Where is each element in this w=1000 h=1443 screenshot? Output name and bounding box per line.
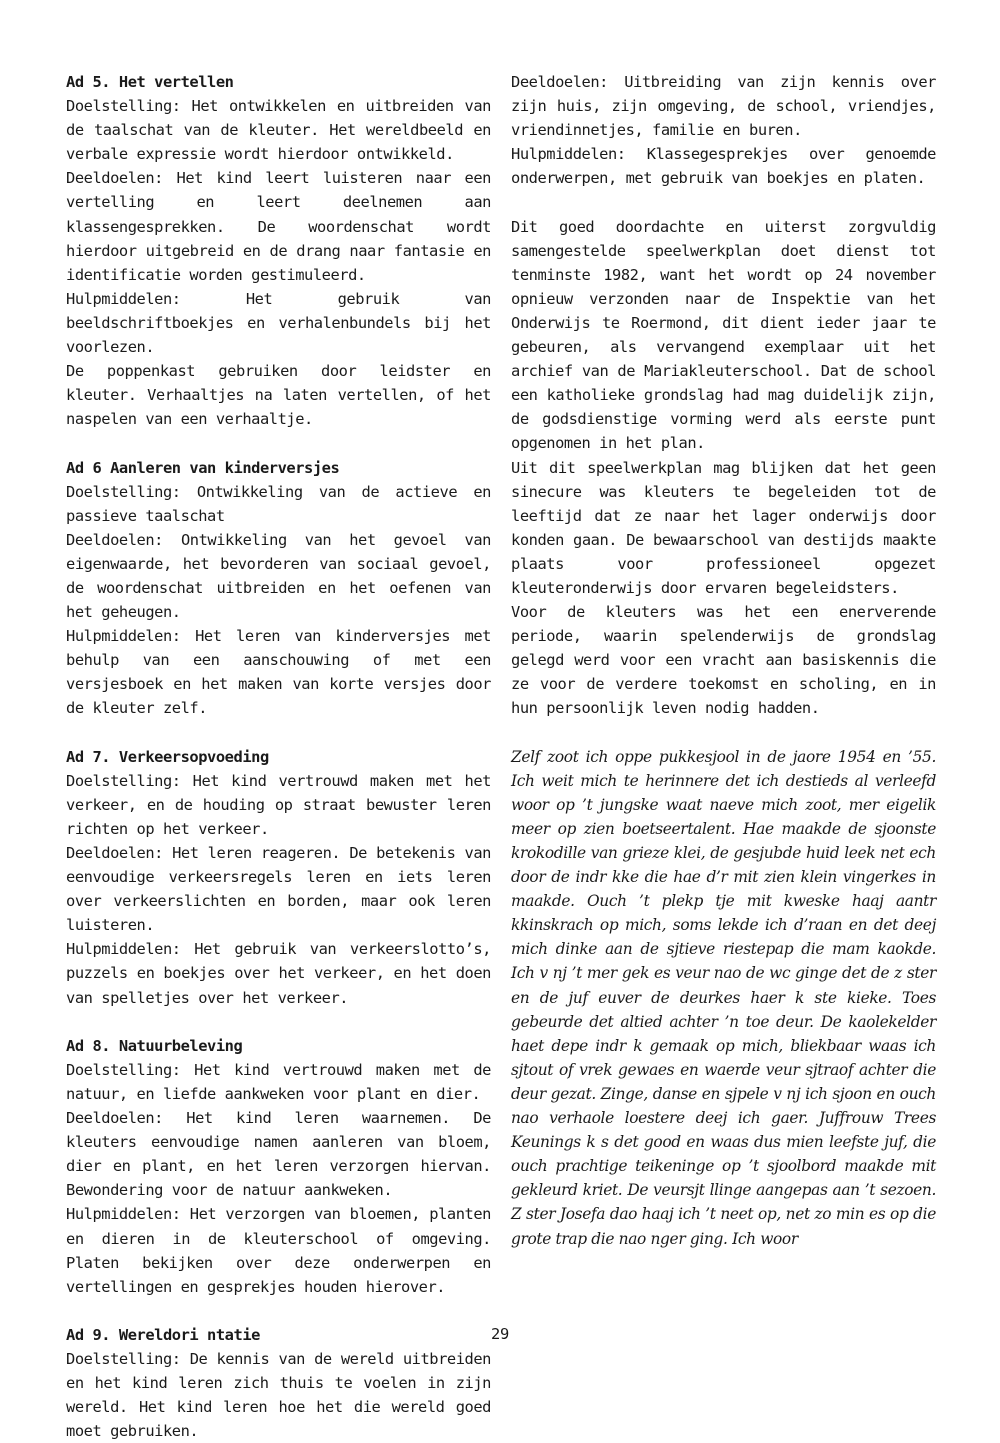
paragraph: Deeldoelen: Uitbreiding van zijn kennis over zijn huis, zijn omgeving, de school, vriendjes, vriendinnetjes, familie en buren. <box>511 73 936 140</box>
paragraph: Hulpmiddelen: Het verzorgen van bloemen, planten en dieren in de kleuterschool of omgeving. Platen bekijken over deze onderwerpen en vertellingen en gesprekjes houden hierover. <box>66 1205 491 1296</box>
spacer <box>511 190 936 214</box>
paragraph: Doelstelling: Het kind vertrouwd maken met de natuur, en liefde aankweken voor plant en dier. <box>66 1060 491 1103</box>
section-heading-ad7: Ad 7. Verkeersopvoeding <box>66 747 269 766</box>
page-number: 29 <box>491 1325 509 1343</box>
paragraph: Hulpmiddelen: Het leren van kinderversjes met behulp van een aanschouwing of met een versjesboek en het maken van korte versjes door de kleuter zelf. <box>66 627 491 718</box>
section-heading-ad6: Ad 6 Aanleren van kinderversjes <box>66 458 340 477</box>
paragraph: Doelstelling: De kennis van de wereld uitbreiden en het kind leren zich thuis te voelen in zijn wereld. Het kind leren hoe het die wereld goed moet gebruiken. <box>66 1349 491 1441</box>
section-heading-ad9: Ad 9. Wereldori ntatie <box>66 1325 260 1344</box>
paragraph: Hulpmiddelen: Het gebruik van verkeerslotto’s, puzzels en boekjes over het verkeer, en het doen van spelletjes over het verkeer. <box>66 940 491 1007</box>
paragraph: Deeldoelen: Het kind leren waarnemen. De kleuters eenvoudige namen aanleren van bloem, dier en plant, en het leren verzorgen hiervan. Bewondering voor de natuur aankweken. <box>66 1109 491 1200</box>
paragraph: Dit goed doordachte en uiterst zorgvuldig samengestelde speelwerkplan doet dienst tot tenminste 1982, want het wordt op 24 november opnieuw verzonden naar de Inspektie van het Onderwijs te Roermond, dit dient ieder jaar te gebeuren, als vervangend exemplaar uit het archief van de Mariakleuterschool. Dat de school een katholieke grondslag had mag duidelijk zijn, de godsdienstige vorming werd als eerste punt opgenomen in het plan. <box>511 217 936 453</box>
paragraph: Uit dit speelwerkplan mag blijken dat het geen sinecure was kleuters te begeleiden tot de leeftijd dat ze naar het lager onderwijs door konden gaan. De bewaarschool van destijds maakte plaats voor professioneel opgezet kleuteronderwijs door ervaren begeleidsters. <box>511 458 936 597</box>
section-heading-ad5: Ad 5. Het vertellen <box>66 73 234 91</box>
paragraph: Deeldoelen: Het leren reageren. De betekenis van eenvoudige verkeersregels leren en iets leren over verkeerslichten en borden, maar ook leren luisteren. <box>66 844 491 935</box>
dialect-memoir-paragraph: Zelf zoot ich oppe pukkesjool in de jaore 1954 en ’55. Ich weit mich te herinnere det ich destieds al verleefd woor op ’t jungske waat naeve mich zoot, mer eigelik meer op zien boetseertalent. Hae maakde de sjoonste krokodille van grieze klei, de gesjubde huid leek net ech door de indr kke die hae d’r mit zien klein vingerkes in maakde. Ouch ’t plekp tje mit kweske haaj aantr kkinskrach op mich, soms lekde ich d’raan en det deej mich dinke aan de sjtieve riestepap die mam kaokde. Ich v nj ’t mer gek es veur nao de wc ginge det de z ster en de juf euver de deurkes haer k ste kieke. Toes gebeurde det altied achter ’n toe deur. De kaolekelder haet depe indr k gemaak op mich, bliekbaar waas ich sjtout of vrek gewaes en waerde veur sjtraof achter die deur gezat. Zinge, danse en sjpele v nj ich sjoon en ouch nao verhaole loestere deej ich gaer. Juffrouw Trees Keunings k s det good en waas dus mien leefste juf, die ouch prachtige teikeninge op ’t sjoolbord maakde mit gekleurd kriet. De veursjt llinge aangepas aan ’t sezoen. Z ster Josefa dao haaj ich ’t neet op, net zo min es op die grote trap die nao nger ging. Ich woor <box>511 747 936 1248</box>
spacer <box>66 721 491 745</box>
right-column <box>511 70 936 1251</box>
paragraph: Doelstelling: Ontwikkeling van de actieve en passieve taalschat <box>66 482 491 525</box>
left-column <box>66 70 491 1443</box>
section-heading-ad8: Ad 8. Natuurbeleving <box>66 1036 243 1055</box>
paragraph: Hulpmiddelen: Het gebruik van beeldschriftboekjes en verhalenbundels bij het voorlezen. <box>66 289 491 357</box>
paragraph: Deeldoelen: Ontwikkeling van het gevoel van eigenwaarde, het bevorderen van sociaal gevoel, de woordenschat uitbreiden en het oefenen van het geheugen. <box>66 530 491 622</box>
spacer <box>66 1299 491 1323</box>
spacer <box>511 721 936 745</box>
spacer <box>66 431 491 455</box>
paragraph: Hulpmiddelen: Klassegesprekjes over genoemde onderwerpen, met gebruik van boekjes en platen. <box>511 145 936 188</box>
paragraph: Deeldoelen: Het kind leert luisteren naar een vertelling en leert deelnemen aan klassengesprekken. De woordenschat wordt hierdoor uitgebreid en de drang naar fantasie en identificatie worden gestimuleerd. <box>66 169 491 284</box>
paragraph: Doelstelling: Het kind vertrouwd maken met het verkeer, en de houding op straat bewuster leren richten op het verkeer. <box>66 771 491 838</box>
paragraph: De poppenkast gebruiken door leidster en kleuter. Verhaaltjes na laten vertellen, of het naspelen van een verhaaltje. <box>66 362 491 429</box>
spacer <box>66 1010 491 1034</box>
paragraph: Voor de kleuters was het een enerverende periode, waarin spelenderwijs de grondslag gelegd werd voor een vracht aan basiskennis die ze voor de verdere toekomst en scholing, en in hun persoonlijk leven nodig hadden. <box>511 603 936 718</box>
paragraph: Doelstelling: Het ontwikkelen en uitbreiden van de taalschat van de kleuter. Het wereldbeeld en verbale expressie wordt hierdoor ontwikkeld. <box>66 97 491 164</box>
